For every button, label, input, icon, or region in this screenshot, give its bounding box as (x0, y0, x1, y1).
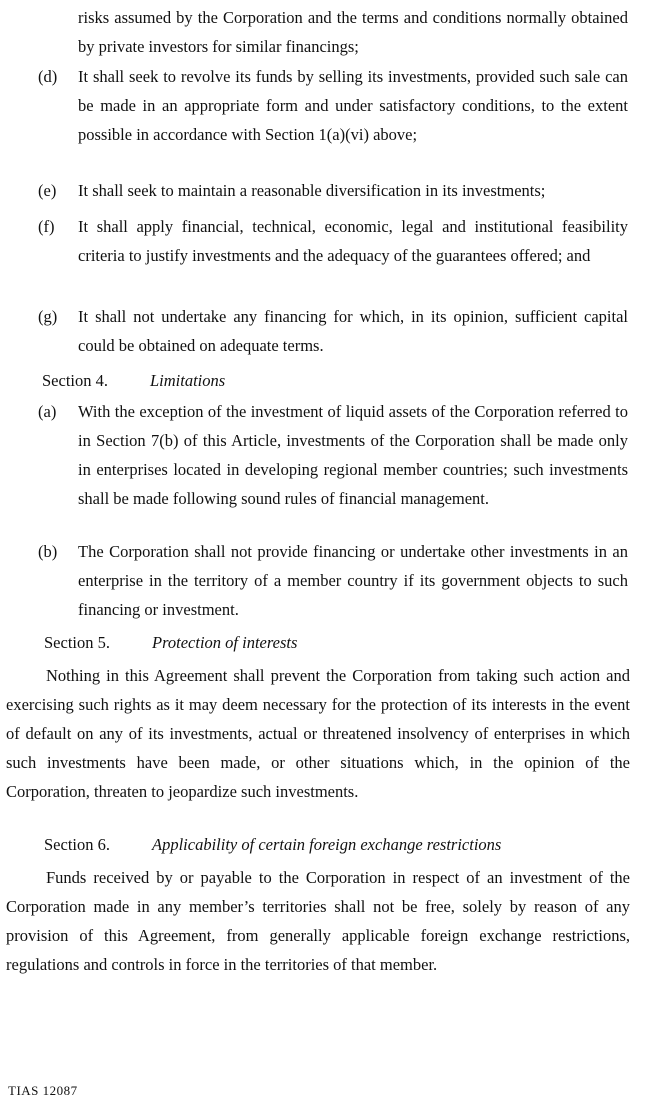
item-text: With the exception of the investment of liquid assets of the Corporation referred to in Section 7(b) of this Article, investments of the Corporation shall be made only in enterprises located in developing regional member countries; such investments shall be made following sound rules of financial management. (78, 402, 628, 508)
section-4-item-a (38, 397, 628, 513)
section-5-body: Nothing in this Agreement shall prevent the Corporation from taking such action and exercising such rights as it may deem necessary for the protection of its interests in the event of default on any of its investments, actual or threatened insolvency of enterprises in which such investments have been made, or other situations which, in the opinion of the Corporation, threaten to jeopardize such investments. (6, 666, 630, 801)
section-6-body: Funds received by or payable to the Corporation in respect of an investment of the Corporation made in any member’s territories shall not be free, solely by reason of any provision of this Agreement, from generally applicable foreign exchange restrictions, regulations and controls in force in the territories of that member. (6, 868, 630, 974)
item-text: It shall not undertake any financing for which, in its opinion, sufficient capital could be obtained on adequate terms. (78, 307, 628, 355)
section-number: Section 4. (42, 371, 108, 390)
item-text: The Corporation shall not provide financing or undertake other investments in an enterprise in the territory of a member country if its government objects to such financing or investment. (78, 542, 628, 619)
section-4-heading (42, 366, 225, 395)
item-label: (g) (38, 307, 58, 326)
item-label: (a) (38, 402, 57, 421)
item-label: (e) (38, 181, 57, 200)
page-footer: TIAS 12087 (8, 1083, 78, 1098)
item-label: (b) (38, 542, 58, 561)
item-text: It shall seek to maintain a reasonable diversification in its investments; (78, 181, 546, 200)
section-title: Protection of interests (152, 633, 298, 652)
list-item-e (38, 176, 628, 205)
section-number: Section 6. (44, 835, 110, 854)
list-item-g (38, 302, 628, 360)
item-text: It shall apply financial, technical, economic, legal and institutional feasibility criteria to justify investments and the adequacy of the guarantees offered; and (78, 217, 628, 265)
section-title: Applicability of certain foreign exchange restrictions (152, 835, 502, 854)
section-6-heading (44, 830, 501, 859)
list-item-f (38, 212, 628, 270)
section-5-heading (44, 628, 297, 657)
item-text: It shall seek to revolve its funds by selling its investments, provided such sale can be made in an appropriate form and under satisfactory conditions, to the extent possible in accordance with Section 1(a)(vi) above; (78, 67, 628, 144)
section-4-item-b (38, 537, 628, 624)
item-label: (f) (38, 217, 55, 236)
section-number: Section 5. (44, 633, 110, 652)
section-title: Limitations (150, 371, 226, 390)
continuation-text: risks assumed by the Corporation and the terms and conditions normally obtained by private investors for similar financings; (78, 8, 628, 56)
item-label: (d) (38, 67, 58, 86)
list-item-d (38, 62, 628, 149)
